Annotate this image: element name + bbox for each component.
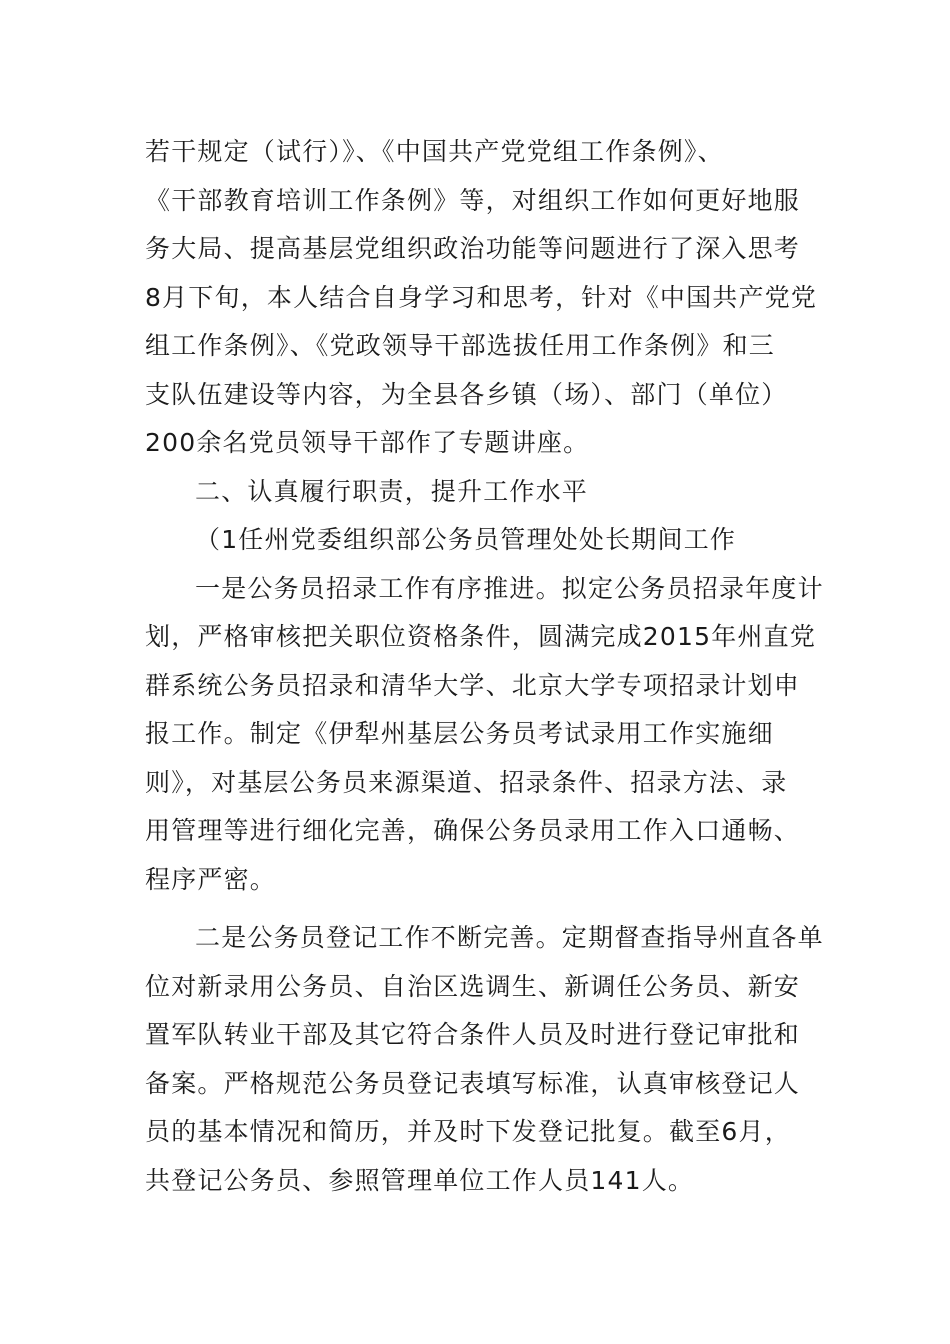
- text-line: 《干部教育培训工作条例》等，对组织工作如何更好地服: [145, 185, 801, 215]
- text-line: 共登记公务员、参照管理单位工作人员141人。: [145, 1165, 695, 1195]
- text-line: 置军队转业干部及其它符合条件人员及时进行登记审批和: [145, 1020, 801, 1049]
- paragraph-gap: [145, 904, 815, 914]
- document-body: [145, 128, 824, 1205]
- text-line: 则》，对基层公务员来源渠道、招录条件、招录方法、录: [145, 767, 788, 797]
- paragraph-start: 二是公务员登记工作不断完善。定期督查指导州直各单: [195, 923, 824, 952]
- text-line: 备案。严格规范公务员登记表填写标准，认真审核登记人: [145, 1068, 801, 1098]
- paragraph-start: 一是公务员招录工作有序推进。拟定公务员招录年度计: [195, 573, 824, 603]
- text-line: 组工作条例》、《党政领导干部选拔任用工作条例》和三: [145, 331, 776, 360]
- text-line: 务大局、提高基层党组织政治功能等问题进行了深入思考: [145, 234, 801, 263]
- section-heading: 二、认真履行职责，提升工作水平: [195, 476, 589, 506]
- text-line: 若干规定（试行）》、《中国共产党党组工作条例》、: [145, 137, 724, 166]
- text-line: 位对新录用公务员、自治区选调生、新调任公务员、新安: [145, 971, 801, 1001]
- text-line: 群系统公务员招录和清华大学、北京大学专项招录计划申: [145, 670, 801, 700]
- text-line: 200余名党员领导干部作了专题讲座。: [145, 428, 590, 457]
- text-line: 划，严格审核把关职位资格条件，圆满完成2015年州直党: [145, 622, 817, 651]
- text-line: 报工作。制定《伊犁州基层公务员考试录用工作实施细: [145, 719, 774, 748]
- text-line: 8月下旬，本人结合自身学习和思考，针对《中国共产党党: [145, 282, 818, 312]
- text-line: 程序严密。: [145, 864, 277, 894]
- text-line: 用管理等进行细化完善，确保公务员录用工作入口通畅、: [145, 816, 801, 845]
- subsection-heading: （1任州党委组织部公务员管理处处长期间工作: [195, 525, 737, 554]
- text-line: 员的基本情况和简历，并及时下发登记批复。截至6月，: [145, 1117, 791, 1146]
- text-line: 支队伍建设等内容，为全县各乡镇（场）、部门（单位）: [145, 379, 788, 409]
